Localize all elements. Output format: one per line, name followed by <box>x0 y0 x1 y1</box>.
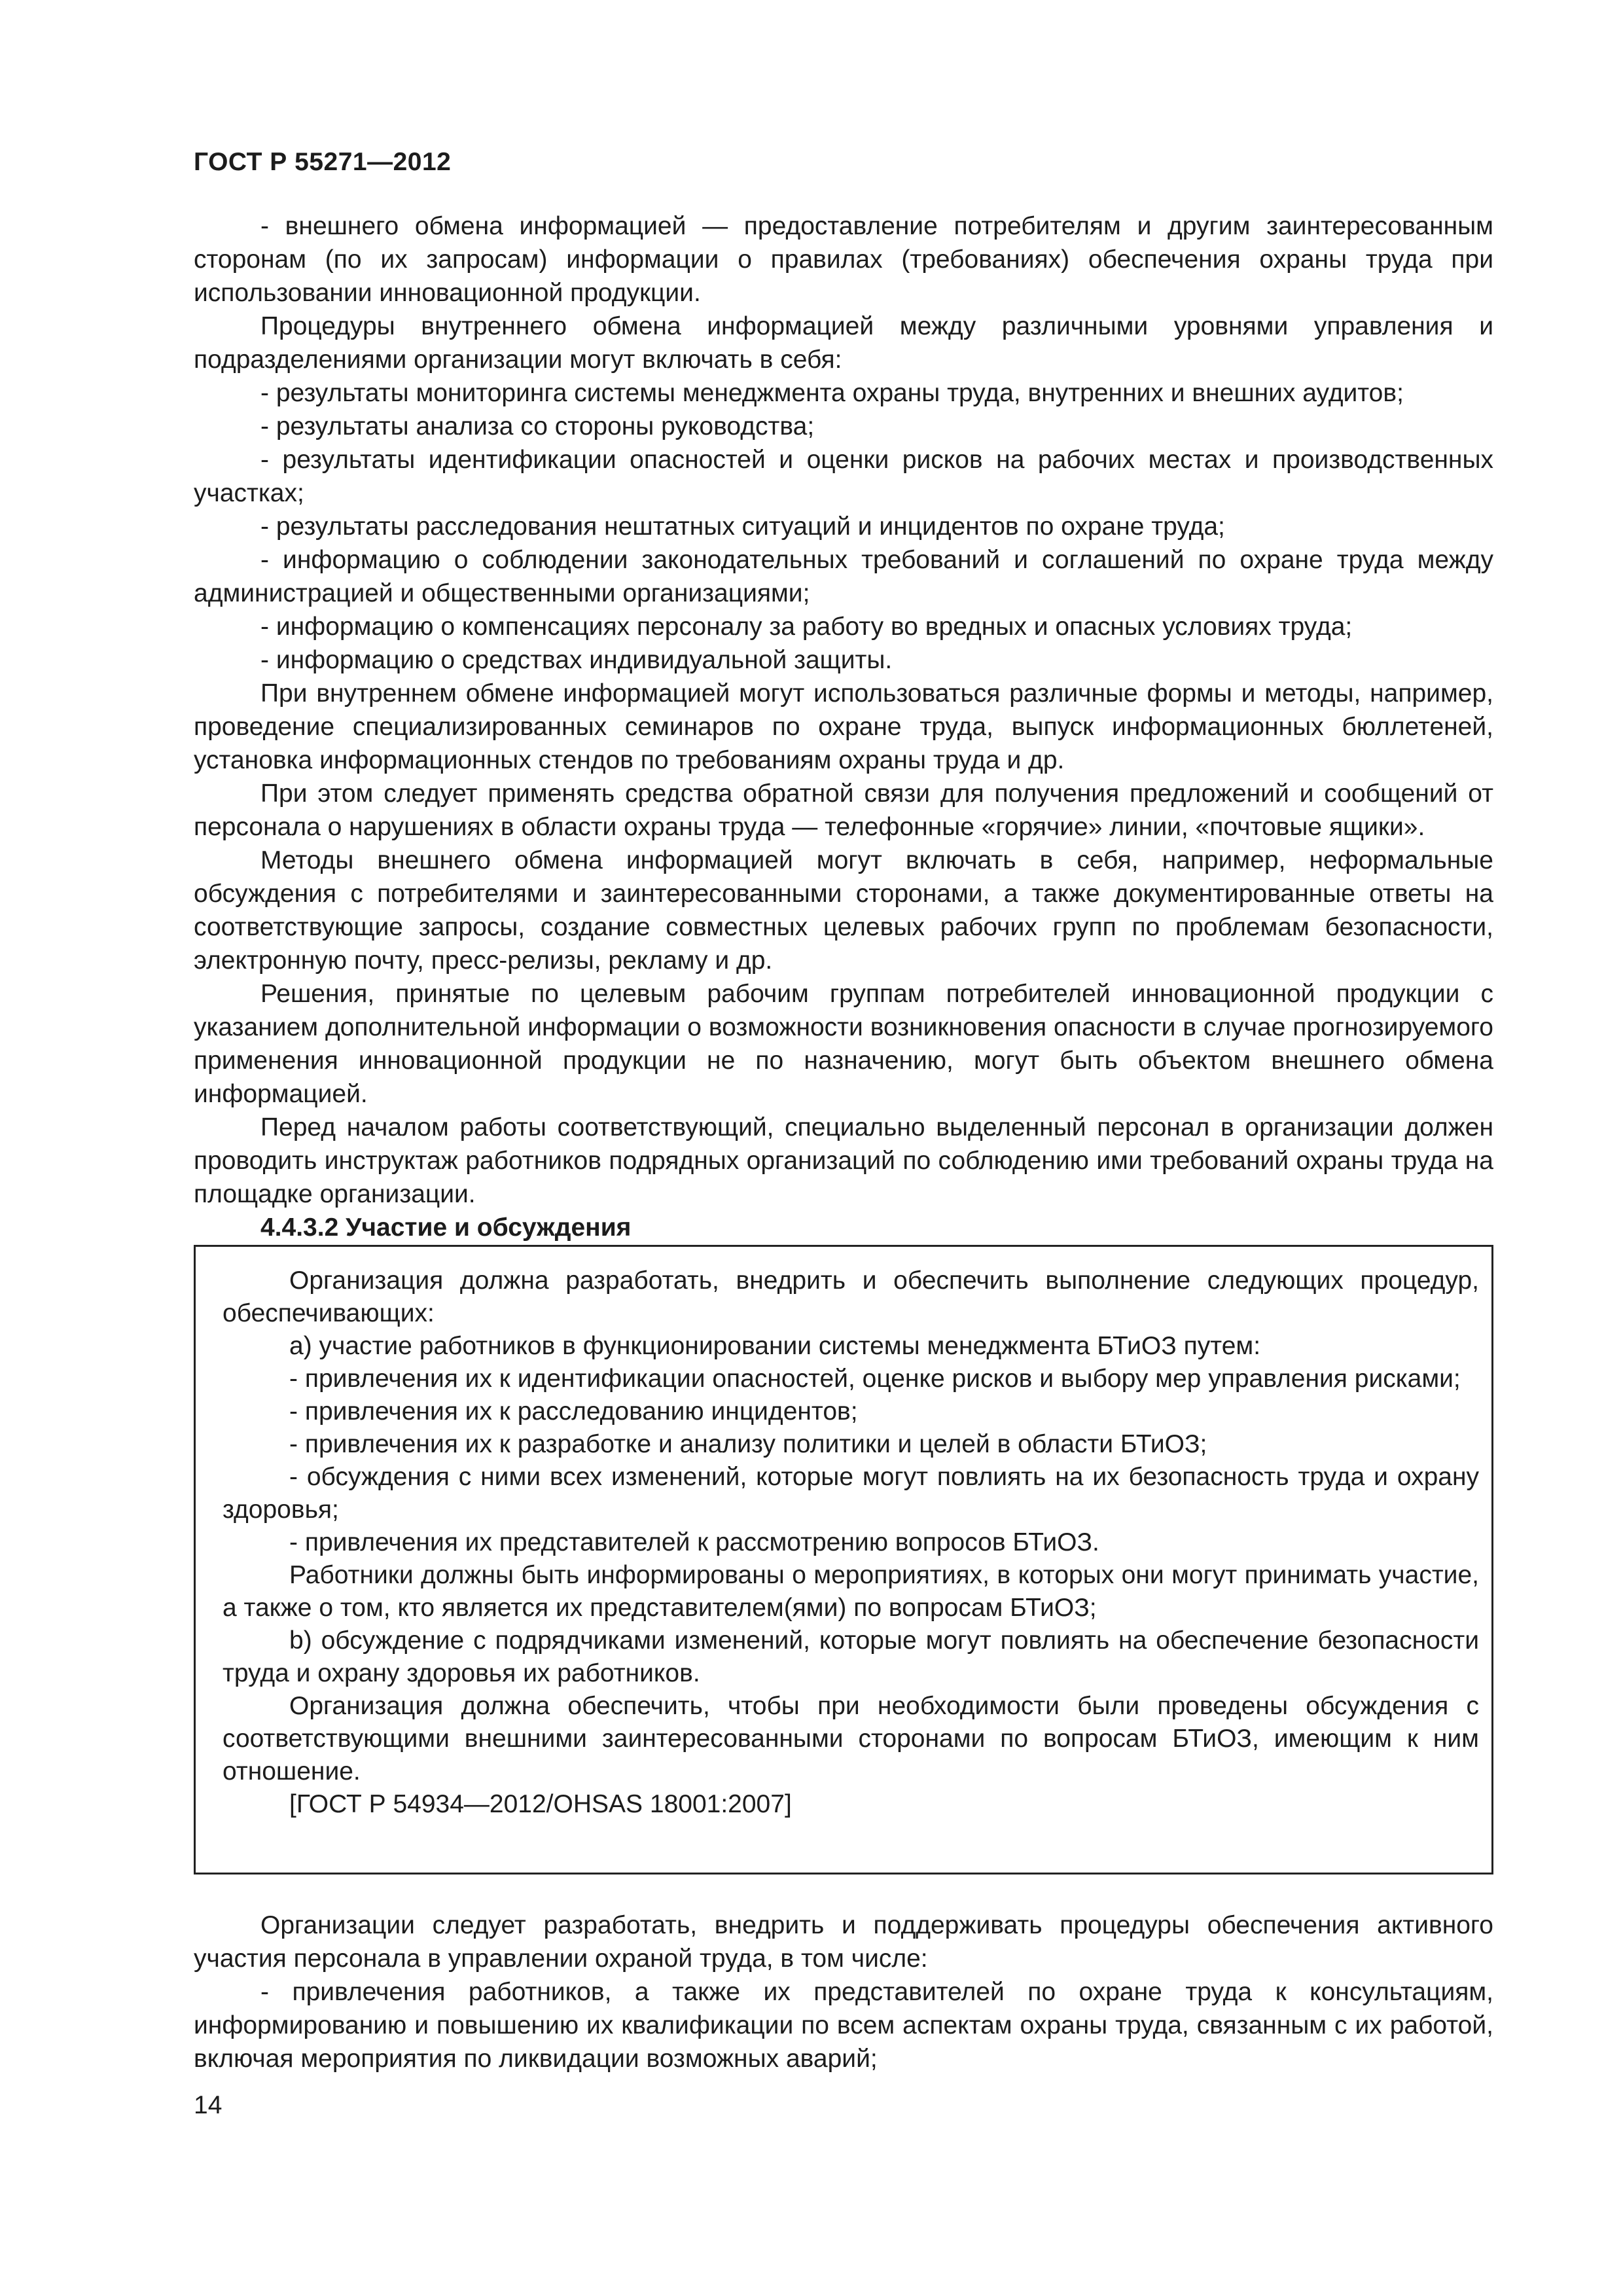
list-item: - результаты идентификации опасностей и оценки рисков на рабочих местах и производственных участках; <box>194 446 1493 507</box>
list-item: - привлечения их к разработке и анализу политики и целей в области БТиОЗ; <box>289 1430 1207 1458</box>
list-item: - обсуждения с ними всех изменений, которые могут повлиять на их безопасность труда и охрану здоровья; <box>223 1463 1479 1524</box>
main-text <box>194 209 1493 1244</box>
document-code-header: ГОСТ Р 55271—2012 <box>194 148 452 176</box>
paragraph: Перед началом работы соответствующий, специально выделенный персонал в организации должен проводить инструктаж работников подрядных организаций по соблюдению ими требований охраны труда на площадке организации. <box>194 1113 1493 1208</box>
list-item: - результаты мониторинга системы менеджмента охраны труда, внутренних и внешних аудитов; <box>260 379 1404 407</box>
page-number: 14 <box>194 2091 223 2119</box>
list-item: - привлечения их представителей к рассмотрению вопросов БТиОЗ. <box>289 1528 1099 1556</box>
list-item: - привлечения работников, а также их представителей по охране труда к консультациям, информированию и повышению их квалификации по всем аспектам охраны труда, связанным с их работой, включая мероприятия по ликвидации возможных аварий; <box>194 1978 1493 2073</box>
list-item: - информацию о соблюдении законодательных требований и соглашений по охране труда между администрацией и общественными организациями; <box>194 546 1493 607</box>
list-item: - привлечения их к расследованию инцидентов; <box>289 1397 858 1426</box>
paragraph: Организация должна обеспечить, чтобы при необходимости были проведены обсуждения с соответствующими внешними заинтересованными сторонами по вопросам БТиОЗ, имеющим к ним отношение. <box>223 1692 1479 1785</box>
paragraph: Процедуры внутреннего обмена информацией между различными уровнями управления и подразделениями организации могут включать в себя: <box>194 312 1493 374</box>
paragraph: При внутреннем обмене информацией могут использоваться различные формы и методы, например, проведение специализированных семинаров по охране труда, выпуск информационных бюллетеней, установка информационных стендов по требованиям охраны труда и др. <box>194 679 1493 774</box>
list-item: - информацию о компенсациях персоналу за работу во вредных и опасных условиях труда; <box>260 613 1353 641</box>
list-item: a) участие работников в функционировании системы менеджмента БТиОЗ путем: <box>289 1332 1261 1360</box>
paragraph: При этом следует применять средства обратной связи для получения предложений и сообщений от персонала о нарушениях в области охраны труда — телефонные «горячие» линии, «почтовые ящики». <box>194 780 1493 841</box>
paragraph: Решения, принятые по целевым рабочим группам потребителей инновационной продукции с указанием дополнительной информации о возможности возникновения опасности в случае прогнозируемого применения инновационной продукции не по назначению, могут быть объектом внешнего обмена информацией. <box>194 980 1493 1108</box>
list-item: - результаты анализа со стороны руководства; <box>260 412 815 440</box>
list-item: - привлечения их к идентификации опасностей, оценке рисков и выбору мер управления рисками; <box>289 1365 1461 1393</box>
list-item: - результаты расследования нештатных ситуаций и инцидентов по охране труда; <box>260 512 1225 541</box>
paragraph: Организации следует разработать, внедрить и поддерживать процедуры обеспечения активного участия персонала в управлении охраной труда, в том числе: <box>194 1911 1493 1973</box>
list-item: - информацию о средствах индивидуальной защиты. <box>260 646 893 674</box>
paragraph: - внешнего обмена информацией — предоставление потребителям и другим заинтересованным сторонам (по их запросам) информации о правилах (требованиях) обеспечения охраны труда при использовании инновационной продукции. <box>194 212 1493 307</box>
paragraph: Работники должны быть информированы о мероприятиях, в которых они могут принимать участие, а также о том, кто является их представителем(ями) по вопросам БТиОЗ; <box>223 1561 1479 1622</box>
source-reference: [ГОСТ Р 54934—2012/OHSAS 18001:2007] <box>289 1790 792 1818</box>
paragraph: Организация должна разработать, внедрить и обеспечить выполнение следующих процедур, обеспечивающих: <box>223 1266 1479 1327</box>
list-item: b) обсуждение с подрядчиками изменений, которые могут повлиять на обеспечение безопасности труда и охрану здоровья их работников. <box>223 1626 1479 1687</box>
quoted-standard-text <box>223 1265 1479 1821</box>
subsection-title: 4.4.3.2 Участие и обсуждения <box>260 1213 632 1242</box>
paragraph: Методы внешнего обмена информацией могут включать в себя, например, неформальные обсуждения с потребителями и заинтересованными сторонами, а также документированные ответы на соответствующие запросы, создание совместных целевых рабочих групп по проблемам безопасности, электронную почту, пресс-релизы, рекламу и др. <box>194 846 1493 975</box>
continuation-text <box>194 1909 1493 2075</box>
